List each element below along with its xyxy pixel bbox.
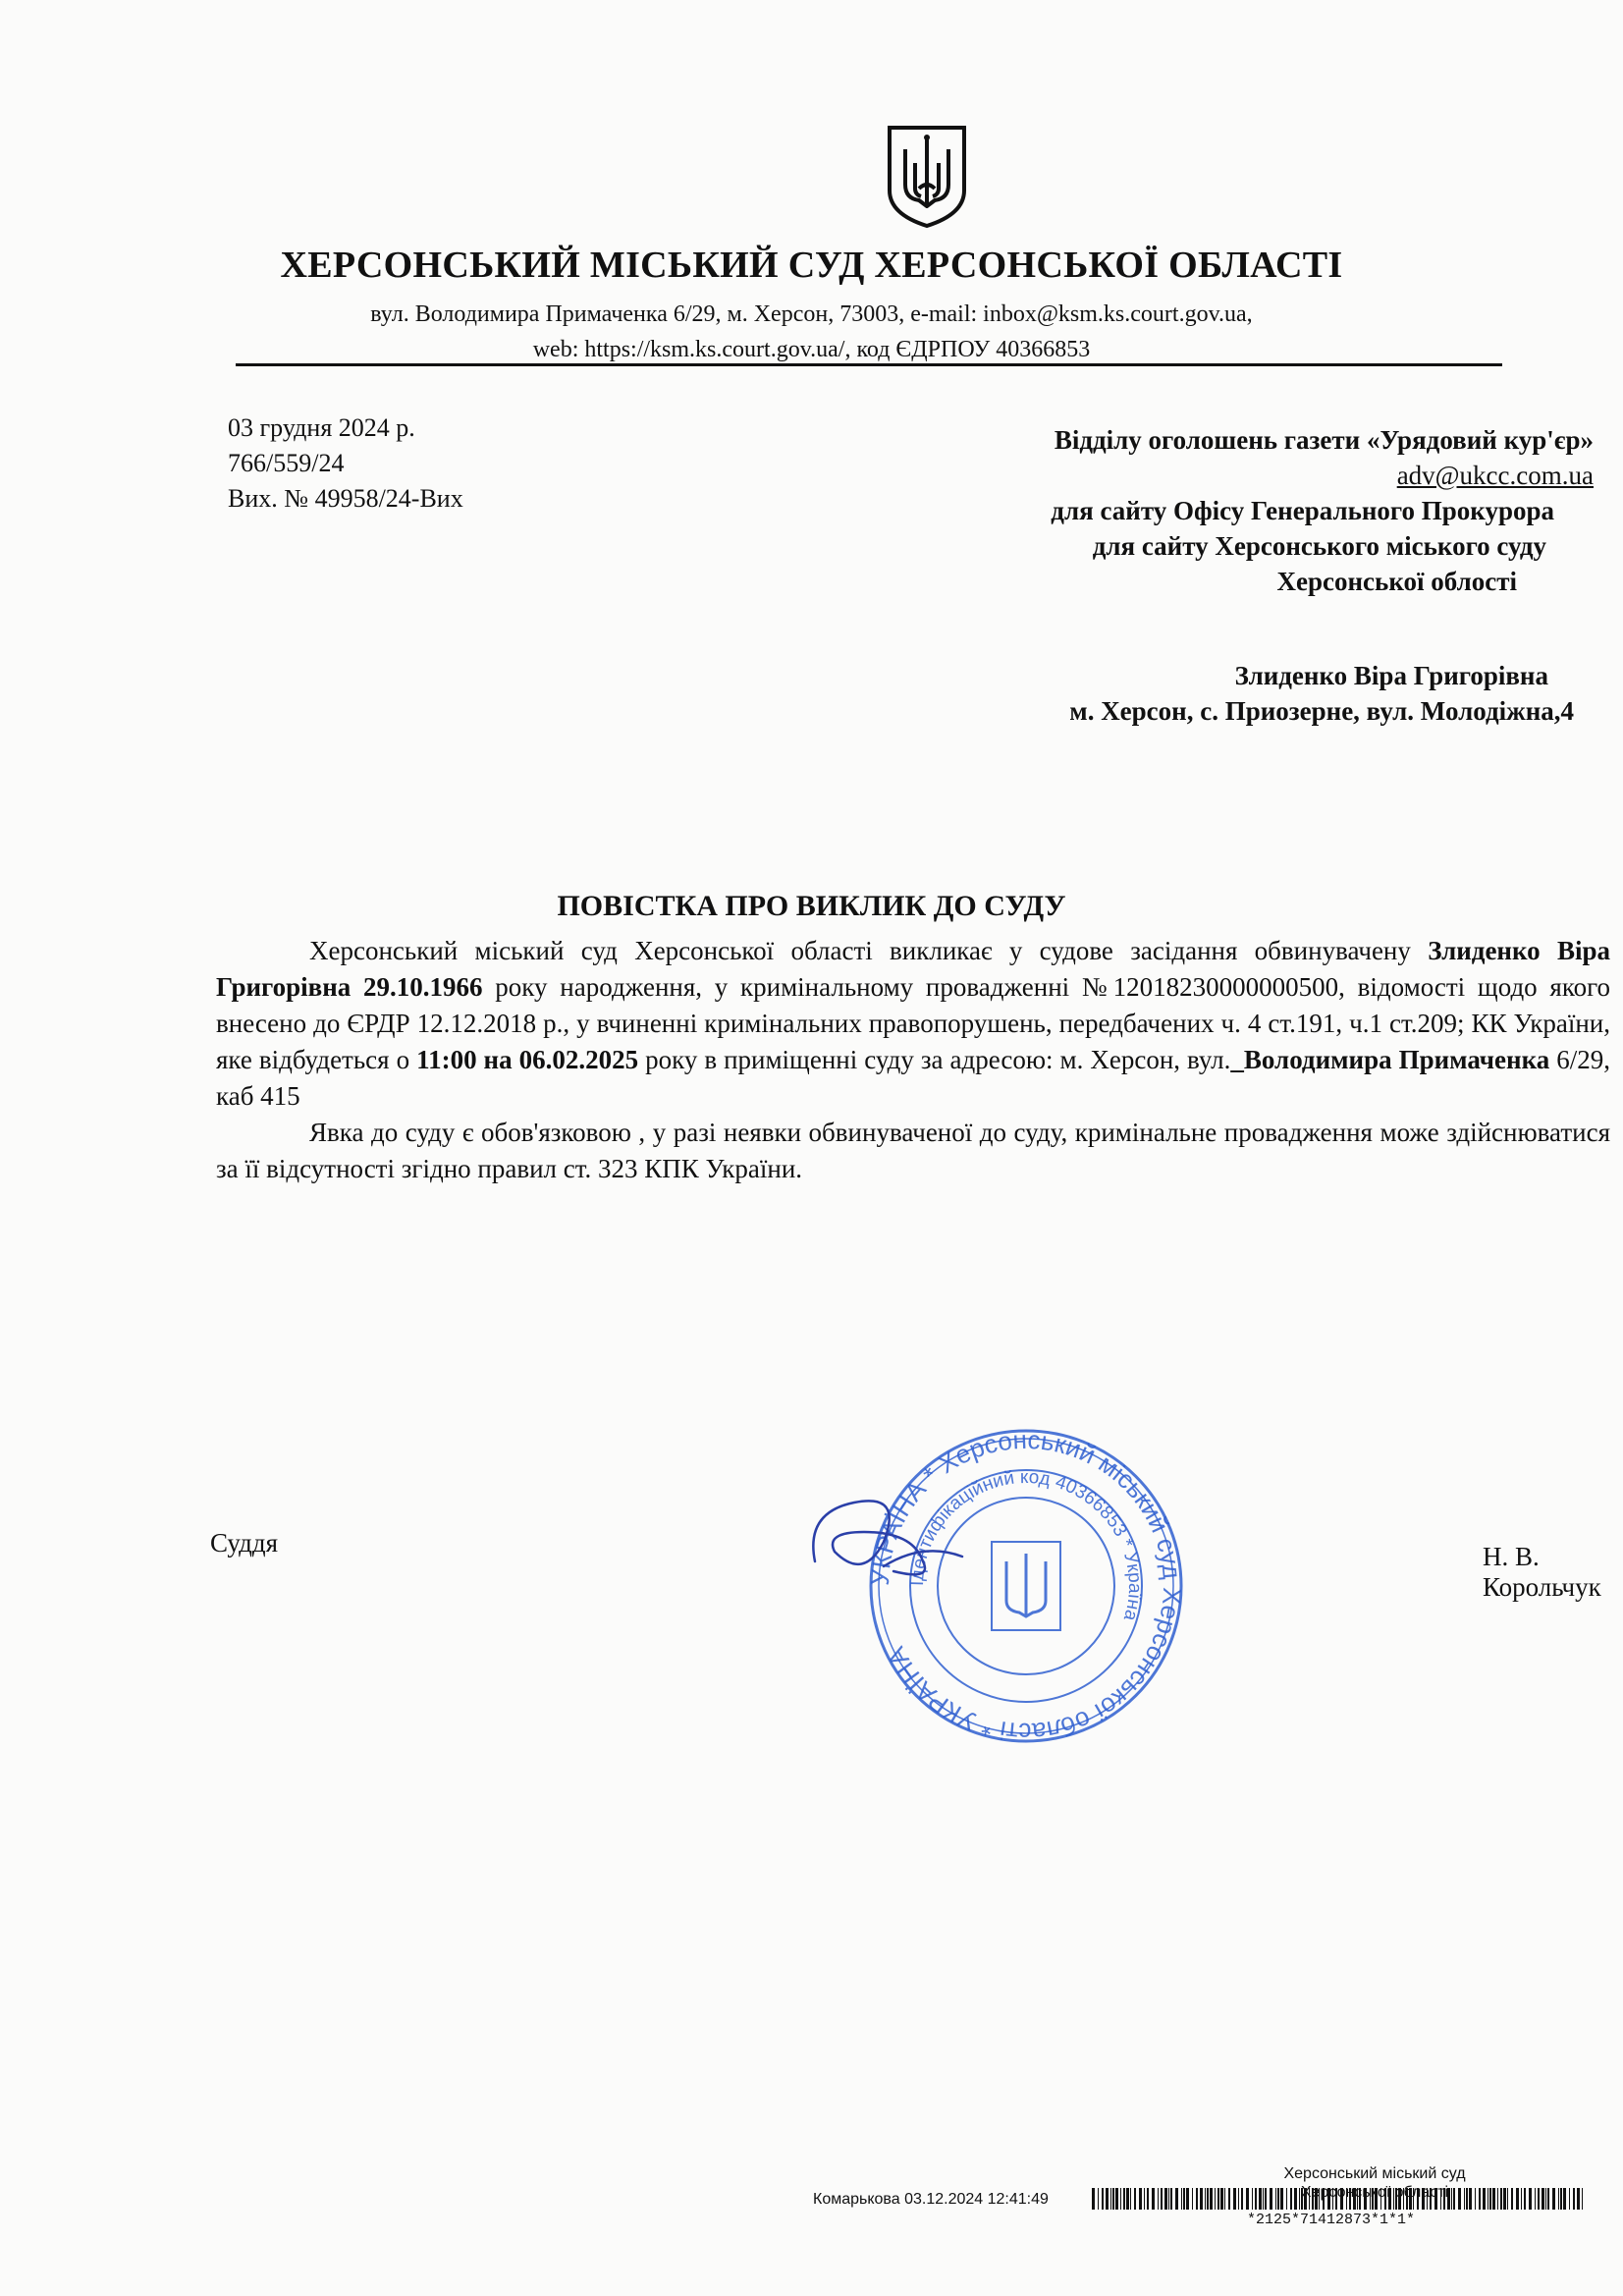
court-office: 6/29, каб 415 [216, 1045, 1610, 1111]
notice-paragraph-1 [216, 933, 1610, 1115]
signature-scribble-icon [795, 1473, 972, 1601]
registration-stamp: Комарькова 03.12.2024 12:41:49 [813, 2191, 1049, 2208]
addressee-block [864, 658, 1594, 729]
stamp-inner-text: Ідентифікаційний код 40366853 * Україна [906, 1466, 1146, 1623]
accused-name-dob: Злиденко Віра Григорівна 29.10.1966 [216, 936, 1611, 1002]
notice-paragraph-2: Явка до суду є обов'язковою , у разі неявки обвинуваченої до суду, кримінальне провадження може здійснюватися за її відсутності згідно правил ст. 323 КПК України. [216, 1118, 1610, 1183]
notice-case-details: року народження, у кримінальному провадженні №12018230000000500, відомості щодо якого внесено до ЄРДР 12.12.2018 р., у вчиненні кримінальних правопорушень, передбачених ч. 4 ст.191, ч.1 ст.209; КК України, яке відбудеться о [216, 972, 1610, 1074]
case-number: 766/559/24 [228, 449, 345, 477]
document-meta [228, 410, 463, 517]
court-name: ХЕРСОНСЬКИЙ МІСЬКИЙ СУД ХЕРСОНСЬКОЇ ОБЛАСТІ [280, 245, 1343, 286]
notice-body [216, 933, 1610, 1187]
barcode-number: *2125*71412873*1*1* [1247, 2212, 1416, 2228]
recipient-region: Херсонської облості [1276, 567, 1517, 596]
footer-court-line2: Херсонської області [1300, 2184, 1449, 2201]
recipient-newspaper: Відділу оголошень газети «Урядовий кур'єр» [1054, 425, 1594, 455]
recipient-email: adv@ukcc.com.ua [1396, 461, 1594, 490]
outgoing-number: Вих. № 49958/24-Вих [228, 484, 463, 513]
court-street: _Володимира Примаченка [1230, 1045, 1550, 1074]
notice-title: ПОВІСТКА ПРО ВИКЛИК ДО СУДУ [557, 890, 1066, 922]
stamp-outer-text: УКРАЇНА * Херсонський міський суд Херсонської області * УКРАЇНА [864, 1424, 1188, 1748]
recipient-court-site: для сайту Херсонського міського суду [1092, 531, 1546, 561]
notice-location-intro: року в приміщенні суду за адресою: м. Херсон, вул. [638, 1045, 1231, 1074]
judge-name: Н. В. Корольчук [1483, 1542, 1601, 1602]
document-date: 03 грудня 2024 р. [228, 413, 415, 442]
notice-intro: Херсонський міський суд Херсонської області викликає у судове засідання обвинувачену [309, 936, 1411, 965]
header-divider [236, 363, 1502, 366]
judge-title: Суддя [210, 1528, 279, 1558]
addressee-address: м. Херсон, с. Приозерне, вул. Молодіжна,4 [1069, 696, 1574, 726]
recipients-block [864, 422, 1594, 599]
footer-court-line1: Херсонський міський суд [1283, 2165, 1466, 2182]
court-address-line2: web: https://ksm.ks.court.gov.ua/, код ЄДРПОУ 40366853 [532, 337, 1091, 362]
recipient-prosecutor: для сайту Офісу Генерального Прокурора [1051, 496, 1554, 525]
hearing-time-date: 11:00 на 06.02.2025 [416, 1045, 639, 1074]
addressee-name: Злиденко Віра Григорівна [1234, 661, 1548, 690]
ukraine-trident-icon [884, 124, 970, 230]
barcode-icon [1092, 2188, 1589, 2210]
court-address [0, 297, 1623, 367]
court-address-line1: вул. Володимира Примаченка 6/29, м. Херсон, 73003, e-mail: inbox@ksm.ks.court.gov.ua, [370, 301, 1253, 327]
